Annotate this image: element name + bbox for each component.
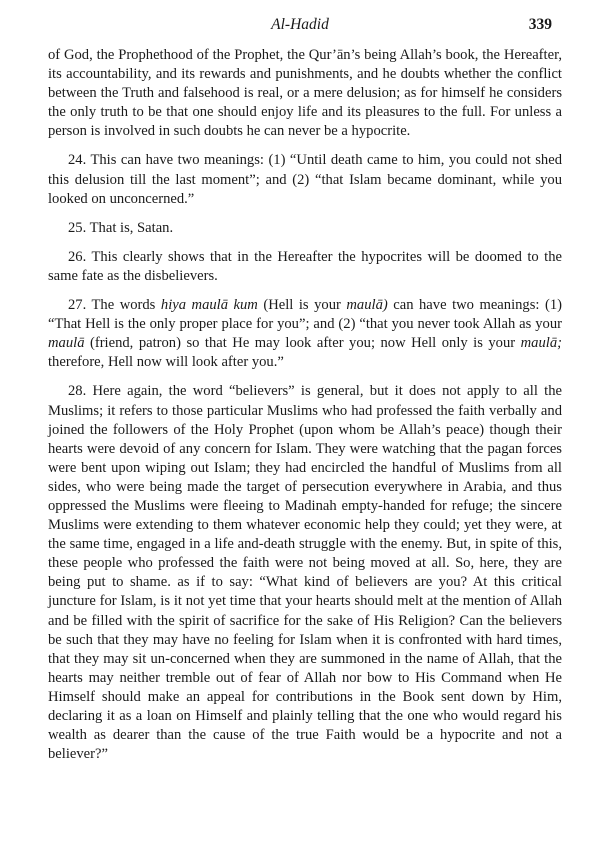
- note-27-text-a: 27. The words: [68, 297, 161, 314]
- note-27-text-g: (friend, patron) so that He may look after you; now Hell only is your: [84, 335, 521, 352]
- note-27-arabic-phrase: hiya maulā kum: [160, 297, 258, 314]
- note-27-text-i: therefore, Hell now will look after you.”: [48, 354, 284, 371]
- page-number: 339: [528, 16, 552, 33]
- note-27-text-e: can have two meanings: (1) “That Hell is the only proper place for you”; and (2) “that you never took Allah as your: [48, 297, 562, 333]
- note-26: 26. This clearly shows that in the Hereafter the hypocrites will be doomed to the same fate as the disbelievers.: [48, 248, 562, 284]
- note-27-term-maula-1: maulā): [346, 297, 388, 314]
- note-27-text-c: (Hell is your: [257, 297, 347, 314]
- note-24: 24. This can have two meanings: (1) “Until death came to him, you could not shed this delusion till the last moment”; and (2) “that Islam became dominant, while you looked on unconcerned.”: [48, 152, 562, 207]
- note-28: 28. Here again, the word “believers” is general, but it does not apply to all the Muslims; it refers to those particular Muslims who had professed the faith verbally and joined the followers of the Holy Prophet (upon whom be Allah’s peace) though their hearts were devoid of any concern for Islam. They were watching that the pagan forces were bent upon wiping out Islam; they had encircled the handful of Muslims from all sides, who were being made the target of persecution everywhere in Arabia, and thus oppressed the Muslims were fleeing to Madinah empty-handed for refuge; the sincere Muslims were extending to them whatever economic help they could; yet they were, at the same time, engaged in a life and-death struggle with the enemy. But, in spite of this, these people who professed the faith were not being moved at all. So, here, they are being put to shame. as if to say: “What kind of believers are you? At this critical juncture for Islam, is it not yet time that your hearts should melt at the mention of Allah and be filled with the spirit of sacrifice for the sake of His Religion? Can the believers be such that they may have no feeling for Islam when it is confronted with hard times, that they may sit un-concerned when they are summoned in the name of Allah, that the hearts may neither tremble out of fear of Allah nor bow to His Command when He Himself should make an appeal for contributions in the Book sent down by Him, declaring it as a loan on Himself and plainly telling that the one who would regard his wealth as dearer than the cause of the true Faith would be a hypocrite and not a believer?”: [48, 383, 562, 763]
- note-25: 25. That is, Satan.: [68, 219, 174, 236]
- paragraph-continuation: of God, the Prophethood of the Prophet, the Qur’ān’s being Allah’s book, the Hereafter, its accountability, and its rewards and punishments, and he doubts whether the conflict between the Truth and falsehood is real, or a mere delusion; as for himself he considers the only truth to be that one should enjoy life and its pleasures to the full. For unless a person is involved in such doubts he can never be a hypocrite.: [48, 47, 562, 140]
- note-27: [48, 296, 562, 372]
- running-title: Al-Hadid: [271, 16, 329, 33]
- page-header: [0, 14, 600, 36]
- page-body: [48, 46, 562, 774]
- note-27-term-maula-3: maulā;: [520, 335, 562, 352]
- note-27-term-maula-2: maulā: [48, 335, 85, 352]
